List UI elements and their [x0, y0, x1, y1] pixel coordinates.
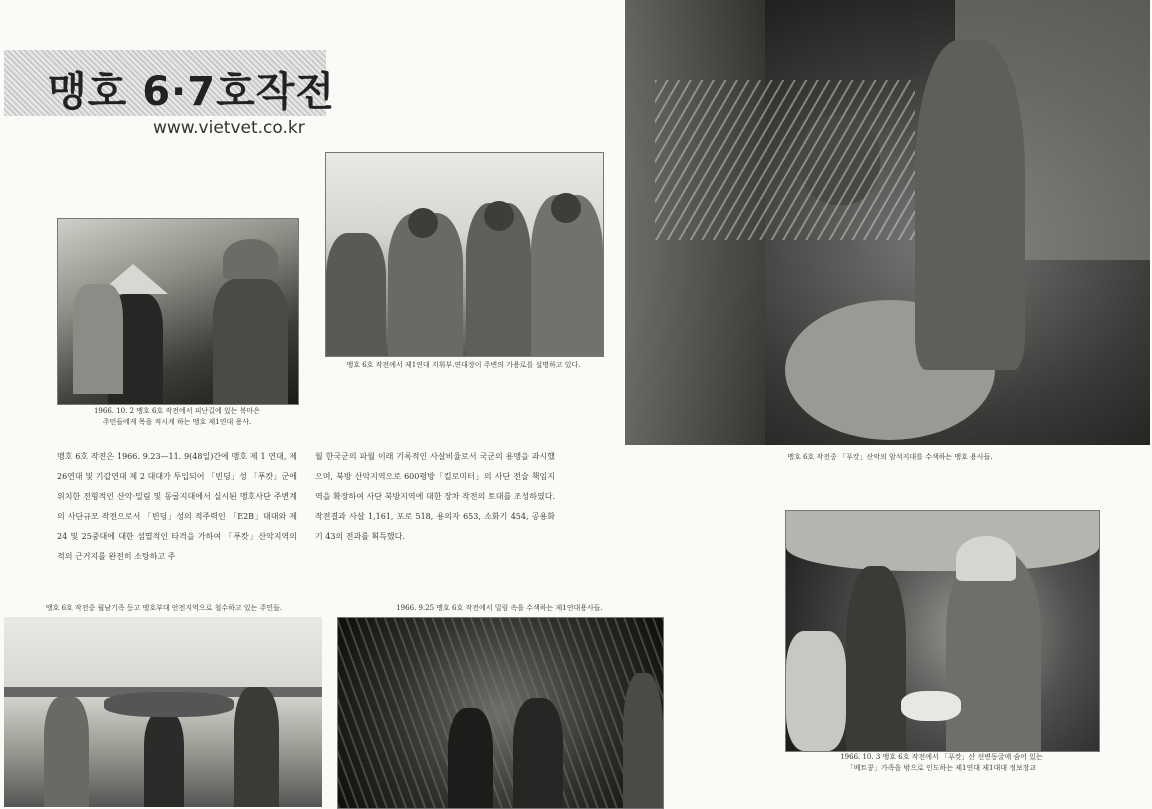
photo-jungle-caption: 1966. 9.25 맹호 6호 작전에서 밀림 속을 수색하는 제1연대용사들. — [396, 604, 603, 612]
page-title: 맹호 6·7호작전 — [48, 69, 335, 115]
body-text-col2: 월 한국군의 파월 이래 기록적인 사살비율로서 국군의 용맹을 과시했으며, 북방 산악지역으로 600평방「킬로미터」의 사단 전술 책임지역을 확장하여 사단 북방지역에 대한 장차 작전의 토대를 조성하였다. 작전결과 사살 1,161, 포로 518, 용의자 653, 소화기 454, 공용화기 43의 전과를 획득했다. — [315, 452, 555, 541]
photo-villagers-water — [57, 218, 299, 405]
photo-cave-caption: 1966. 10. 3 맹호 6호 작전에서 「푸캇」산 선변동굴에 숨어 있는 「베트콩」가족을 밖으로 인도하는 제1연대 제1대대 정보장교 — [840, 753, 1043, 772]
photo-evacuation — [4, 617, 322, 807]
photo-commanders-caption: 맹호 6호 작전에서 제1연대 지휘부.연대장이 주변의 가용로를 설명하고 있다. — [346, 361, 581, 369]
photo-cave — [785, 510, 1100, 752]
photo-evacuation-caption: 맹호 6호 작전중 월남기족 등고 맹호부대 안전지역으로 철수하고 있는 주민들. — [45, 604, 283, 612]
photo-villagers-water-caption: 1966. 10. 2 맹호 6호 작전에서 피난길에 있는 북마은 주민들에게 목을 적시게 하는 맹호 제1연대 용사. — [93, 407, 261, 426]
photo-jungle — [337, 617, 664, 809]
photo-rocky-search — [625, 0, 1150, 445]
website-url: www.vietvet.co.kr — [153, 118, 305, 138]
photo-rocky-search-caption: 맹호 6호 작전중 「푸캇」산악의 암석지대를 수색하는 맹호 용사들. — [787, 453, 993, 461]
photo-commanders — [325, 152, 604, 357]
body-text-col1: 맹호 6호 작전은 1966. 9.23—11. 9(48일)간에 맹호 제 1 연대, 제26연대 및 기갑연대 제 2 대대가 투입되어 「빈딩」성 「푸캇」군에 위치한 전형적인 산악·밀림 및 동굴지대에서 실시된 맹호사단 주변계의 사단규모 작전으로서 「빈딩」성의 적주력인 「E2B」대대와 제24 및 25중대에 대한 섬멸적인 타격을 가하여 「푸캇」산악지역의 적의 근거지를 완전히 소탕하고 주 — [57, 452, 297, 561]
